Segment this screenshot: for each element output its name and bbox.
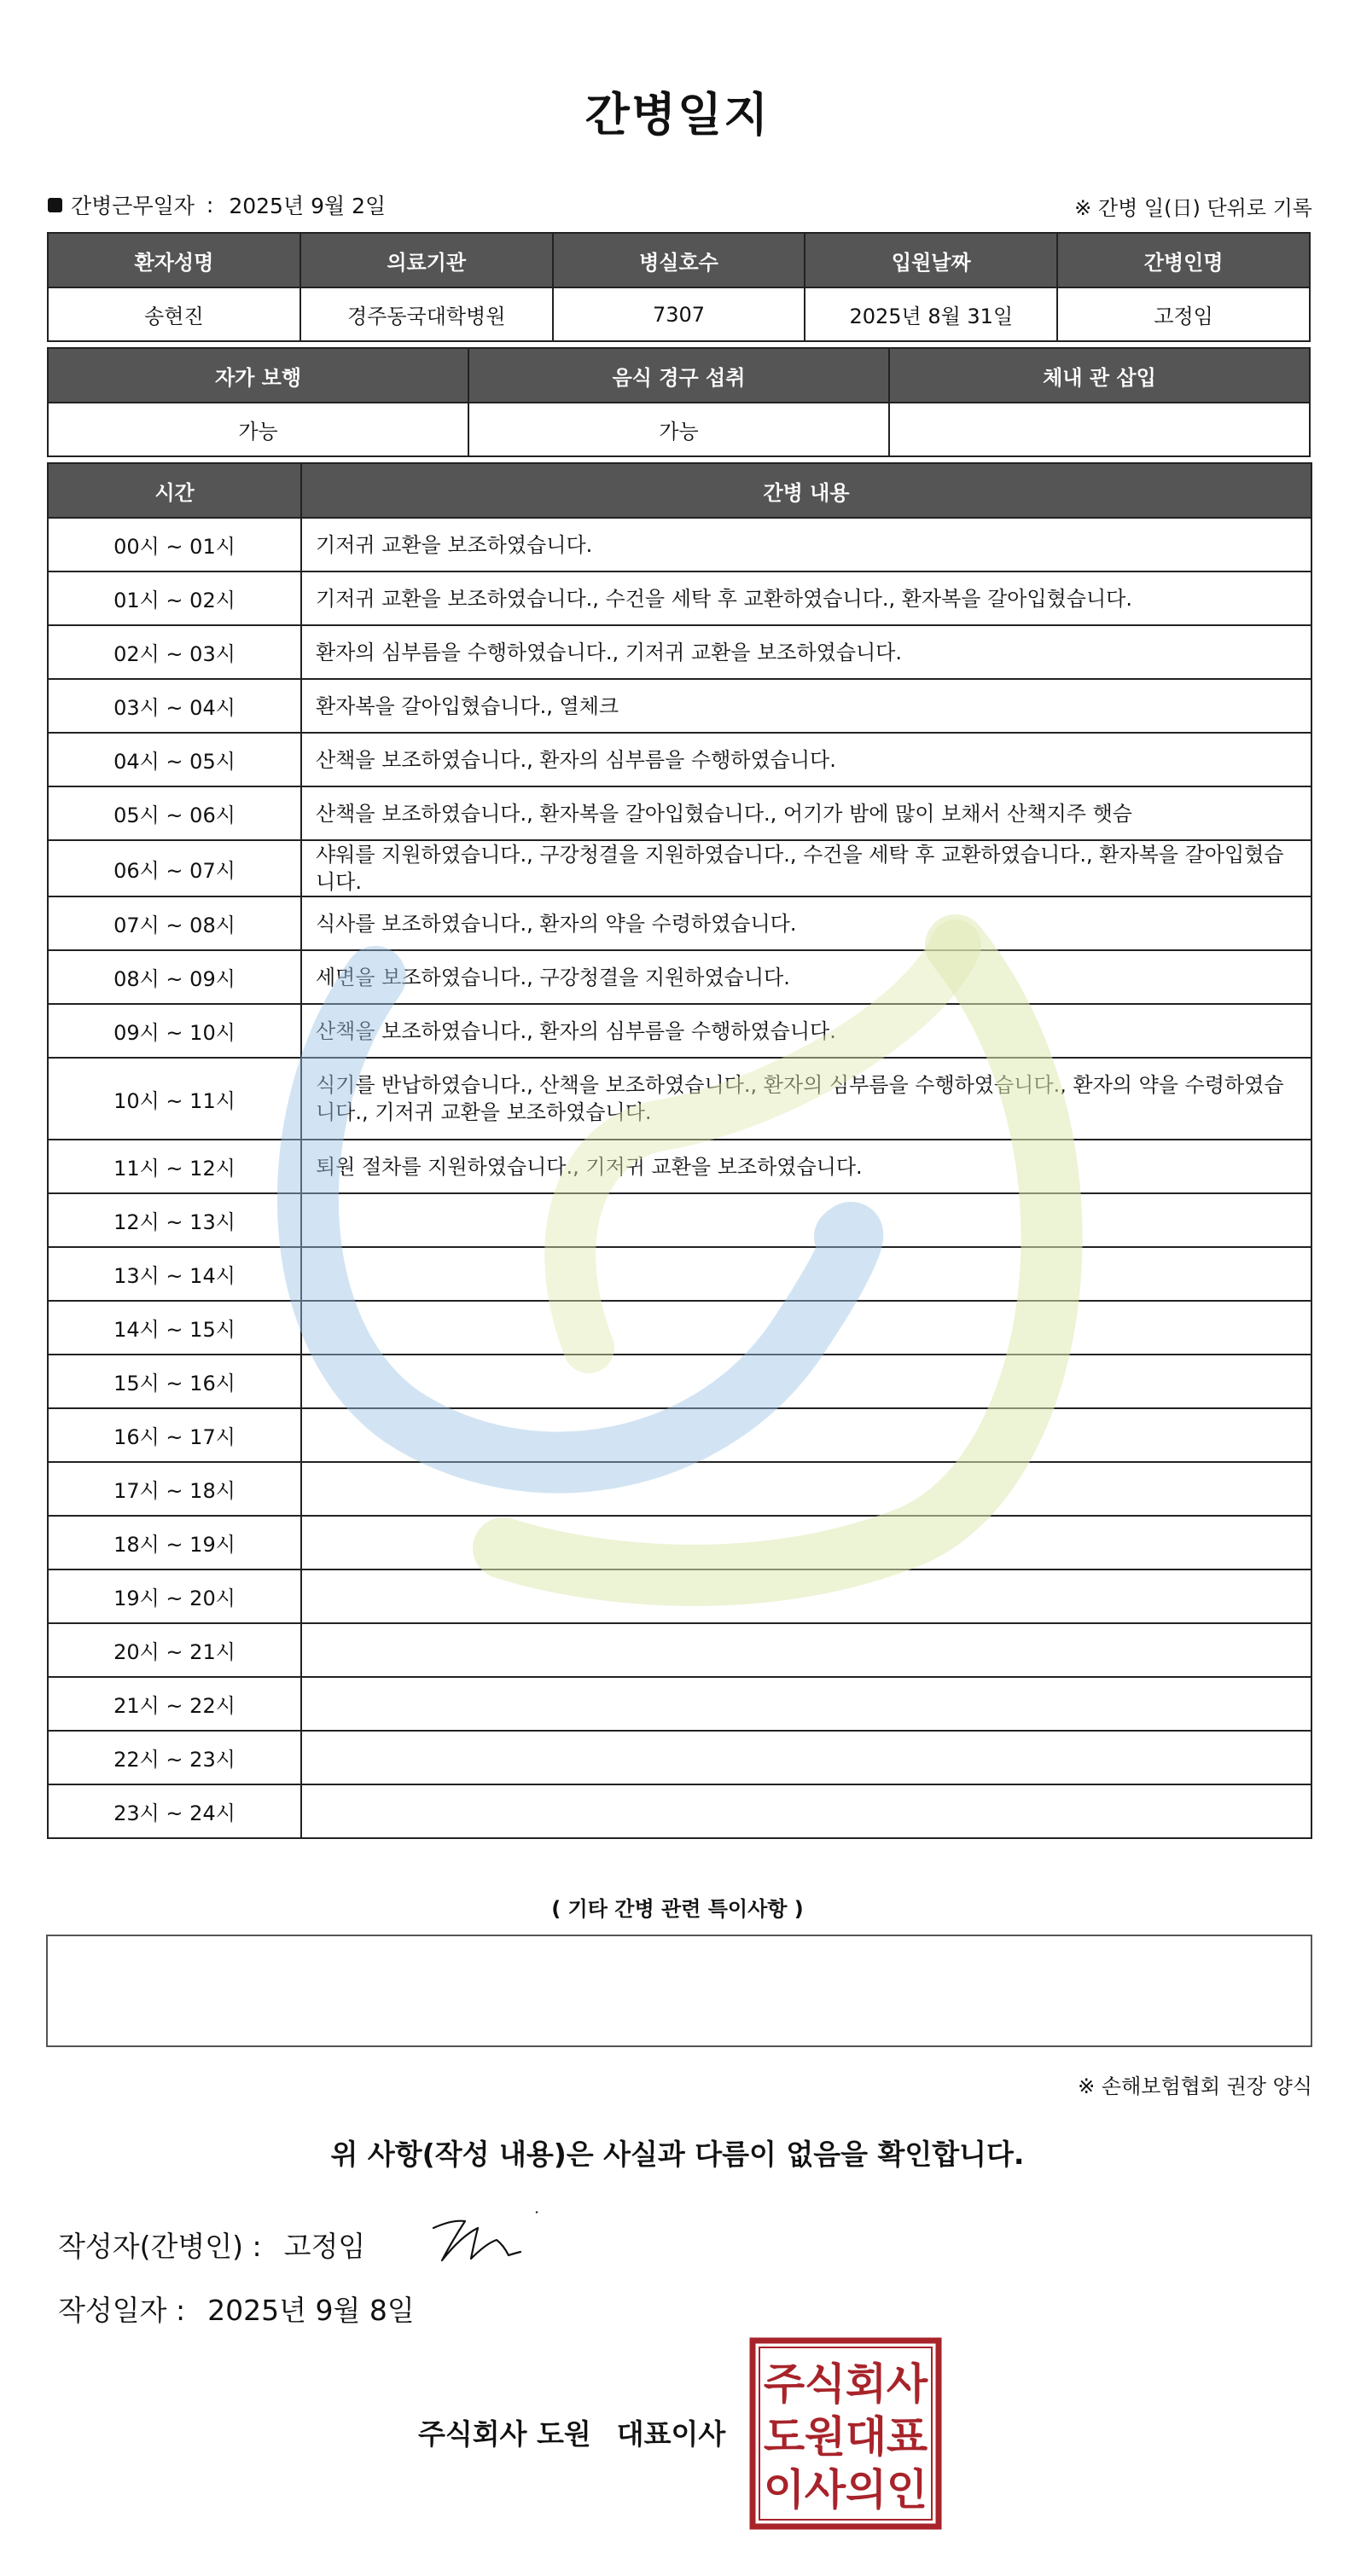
care-log-content: 환자복을 갈아입혔습니다., 열체크 [301,679,1311,733]
work-date-separator: : [206,192,214,218]
care-log-content: 기저귀 교환을 보조하였습니다., 수건을 세탁 후 교환하였습니다., 환자복을 갈아입혔습니다. [301,571,1311,625]
company-signature-line [418,2412,725,2452]
care-log-row [48,896,1311,950]
care-log-row [48,1623,1311,1677]
care-log-time: 14시 ~ 15시 [48,1301,301,1355]
writer-name: 고정임 [283,2230,366,2263]
header-patient-name: 환자성명 [48,233,300,287]
work-date-value: 2025년 9월 2일 [229,194,387,218]
care-log-time: 12시 ~ 13시 [48,1193,301,1247]
patient-status-table [47,347,1311,457]
care-log-content [301,1355,1311,1408]
care-log-content [301,1301,1311,1355]
seal-character: 이 [763,2465,805,2515]
care-log-content: 기저귀 교환을 보조하였습니다. [301,518,1311,571]
seal-character: 의 [845,2465,887,2515]
care-log-row [48,1516,1311,1569]
seal-character: 도 [763,2412,805,2462]
header-caregiver-name: 간병인명 [1057,233,1310,287]
care-log-time: 03시 ~ 04시 [48,679,301,733]
seal-character: 식 [804,2359,846,2409]
notes-section-title: ( 기타 간병 관련 특이사항 ) [551,1897,804,1921]
company-seal-stamp [749,2337,942,2530]
care-log-row [48,1247,1311,1301]
admission-date-value: 2025년 8월 31일 [805,287,1057,341]
self-walking-value: 가능 [48,403,468,456]
writer-label: 작성자(간병인) : [58,2230,262,2263]
care-log-header-row [48,463,1311,518]
care-log-content: 산책을 보조하였습니다., 환자의 심부름을 수행하였습니다. [301,1004,1311,1058]
header-oral-intake: 음식 경구 섭취 [468,348,889,403]
care-log-time: 07시 ~ 08시 [48,896,301,950]
care-log-row [48,1569,1311,1623]
care-log-row [48,625,1311,679]
care-log-row [48,1462,1311,1516]
care-log-time: 02시 ~ 03시 [48,625,301,679]
care-log-time: 19시 ~ 20시 [48,1569,301,1623]
care-log-time: 18시 ~ 19시 [48,1516,301,1569]
care-log-content [301,1462,1311,1516]
care-log-row [48,840,1311,896]
care-log-time: 22시 ~ 23시 [48,1731,301,1784]
care-log-row [48,733,1311,786]
company-representative-title: 대표이사 [616,2417,726,2451]
notes-box [46,1935,1312,2047]
care-log-content: 퇴원 절차를 지원하였습니다., 기저귀 교환을 보조하였습니다. [301,1140,1311,1193]
care-log-time: 11시 ~ 12시 [48,1140,301,1193]
seal-character: 표 [886,2412,928,2462]
header-admission-date: 입원날짜 [805,233,1057,287]
written-date-value: 2025년 9월 8일 [207,2294,415,2327]
bullet-square-icon [48,198,62,212]
care-log-row [48,1301,1311,1355]
seal-character: 주 [763,2359,805,2409]
seal-character: 사 [804,2465,846,2515]
company-name: 주식회사 도원 [418,2417,591,2451]
header-tube-insertion: 체내 관 삽입 [889,348,1310,403]
header-hospital: 의료기관 [300,233,553,287]
care-log-content: 세면을 보조하였습니다., 구강청결을 지원하였습니다. [301,950,1311,1004]
care-log-time: 13시 ~ 14시 [48,1247,301,1301]
patient-status-value-row [48,403,1310,456]
care-log-row [48,1058,1311,1140]
caregiver-name-value: 고정임 [1057,287,1310,341]
care-log-time: 17시 ~ 18시 [48,1462,301,1516]
care-log-time: 08시 ~ 09시 [48,950,301,1004]
care-log-row [48,1140,1311,1193]
care-log-time: 16시 ~ 17시 [48,1408,301,1462]
care-log-content [301,1247,1311,1301]
work-date-label: 간병근무일자 [71,194,195,218]
care-log-row [48,1355,1311,1408]
care-log-time: 09시 ~ 10시 [48,1004,301,1058]
care-log-content: 산책을 보조하였습니다., 환자의 심부름을 수행하였습니다. [301,733,1311,786]
care-log-content [301,1784,1311,1838]
care-log-row [48,1731,1311,1784]
care-log-time: 10시 ~ 11시 [48,1058,301,1140]
page-title: 간병일지 [584,88,771,142]
care-log-time: 20시 ~ 21시 [48,1623,301,1677]
work-date-row [48,189,386,220]
care-log-content [301,1569,1311,1623]
care-log-time: 04시 ~ 05시 [48,733,301,786]
seal-character: 사 [886,2359,928,2409]
care-log-content [301,1516,1311,1569]
written-date-row [58,2289,415,2329]
hourly-care-log-table [47,462,1312,1839]
handwritten-signature [427,2202,555,2271]
hospital-value: 경주동국대학병원 [300,287,553,341]
care-log-row [48,1004,1311,1058]
patient-info-table [47,232,1311,342]
care-log-time: 15시 ~ 16시 [48,1355,301,1408]
room-number-value: 7307 [553,287,805,341]
care-log-row [48,571,1311,625]
care-log-row [48,786,1311,840]
patient-name-value: 송현진 [48,287,300,341]
seal-character: 대 [845,2412,887,2462]
tube-insertion-value [889,403,1310,456]
care-log-content [301,1193,1311,1247]
care-log-content: 샤워를 지원하였습니다., 구강청결을 지원하였습니다., 수건을 세탁 후 교환하였습니다., 환자복을 갈아입혔습니다. [301,840,1311,896]
patient-status-header-row [48,348,1310,403]
header-room-number: 병실호수 [553,233,805,287]
seal-character: 원 [804,2412,846,2462]
care-log-row [48,518,1311,571]
care-log-content [301,1677,1311,1731]
care-log-time: 05시 ~ 06시 [48,786,301,840]
seal-character: 인 [886,2465,928,2515]
oral-intake-value: 가능 [468,403,889,456]
care-log-content [301,1408,1311,1462]
patient-info-header-row [48,233,1310,287]
seal-character: 회 [845,2359,887,2409]
care-log-content [301,1731,1311,1784]
care-log-content: 산책을 보조하였습니다., 환자복을 갈아입혔습니다., 어기가 밤에 많이 보채서 산책지주 햇슴 [301,786,1311,840]
form-source-footnote: ※ 손해보험협회 권장 양식 [1078,2074,1312,2098]
care-log-content: 식사를 보조하였습니다., 환자의 약을 수령하였습니다. [301,896,1311,950]
care-log-time: 21시 ~ 22시 [48,1677,301,1731]
care-log-row [48,1784,1311,1838]
patient-info-value-row [48,287,1310,341]
care-log-row [48,679,1311,733]
header-time: 시간 [48,463,301,518]
daily-record-note: ※ 간병 일(日) 단위로 기록 [1074,196,1312,220]
care-log-time: 00시 ~ 01시 [48,518,301,571]
care-log-time: 01시 ~ 02시 [48,571,301,625]
written-date-label: 작성일자 : [58,2294,186,2327]
header-self-walking: 자가 보행 [48,348,468,403]
writer-row [58,2225,365,2265]
care-log-content [301,1623,1311,1677]
care-log-row [48,950,1311,1004]
header-care-content: 간병 내용 [301,463,1311,518]
care-log-time: 06시 ~ 07시 [48,840,301,896]
care-log-body [48,518,1311,1838]
care-log-row [48,1408,1311,1462]
care-log-content: 환자의 심부름을 수행하였습니다., 기저귀 교환을 보조하였습니다. [301,625,1311,679]
care-log-row [48,1193,1311,1247]
care-log-content: 식기를 반납하였습니다., 산책을 보조하였습니다., 환자의 심부름을 수행하였습니다., 환자의 약을 수령하였습니다., 기저귀 교환을 보조하였습니다. [301,1058,1311,1140]
care-log-time: 23시 ~ 24시 [48,1784,301,1838]
care-log-row [48,1677,1311,1731]
confirmation-statement: 위 사항(작성 내용)은 사실과 다름이 없음을 확인합니다. [330,2138,1025,2171]
